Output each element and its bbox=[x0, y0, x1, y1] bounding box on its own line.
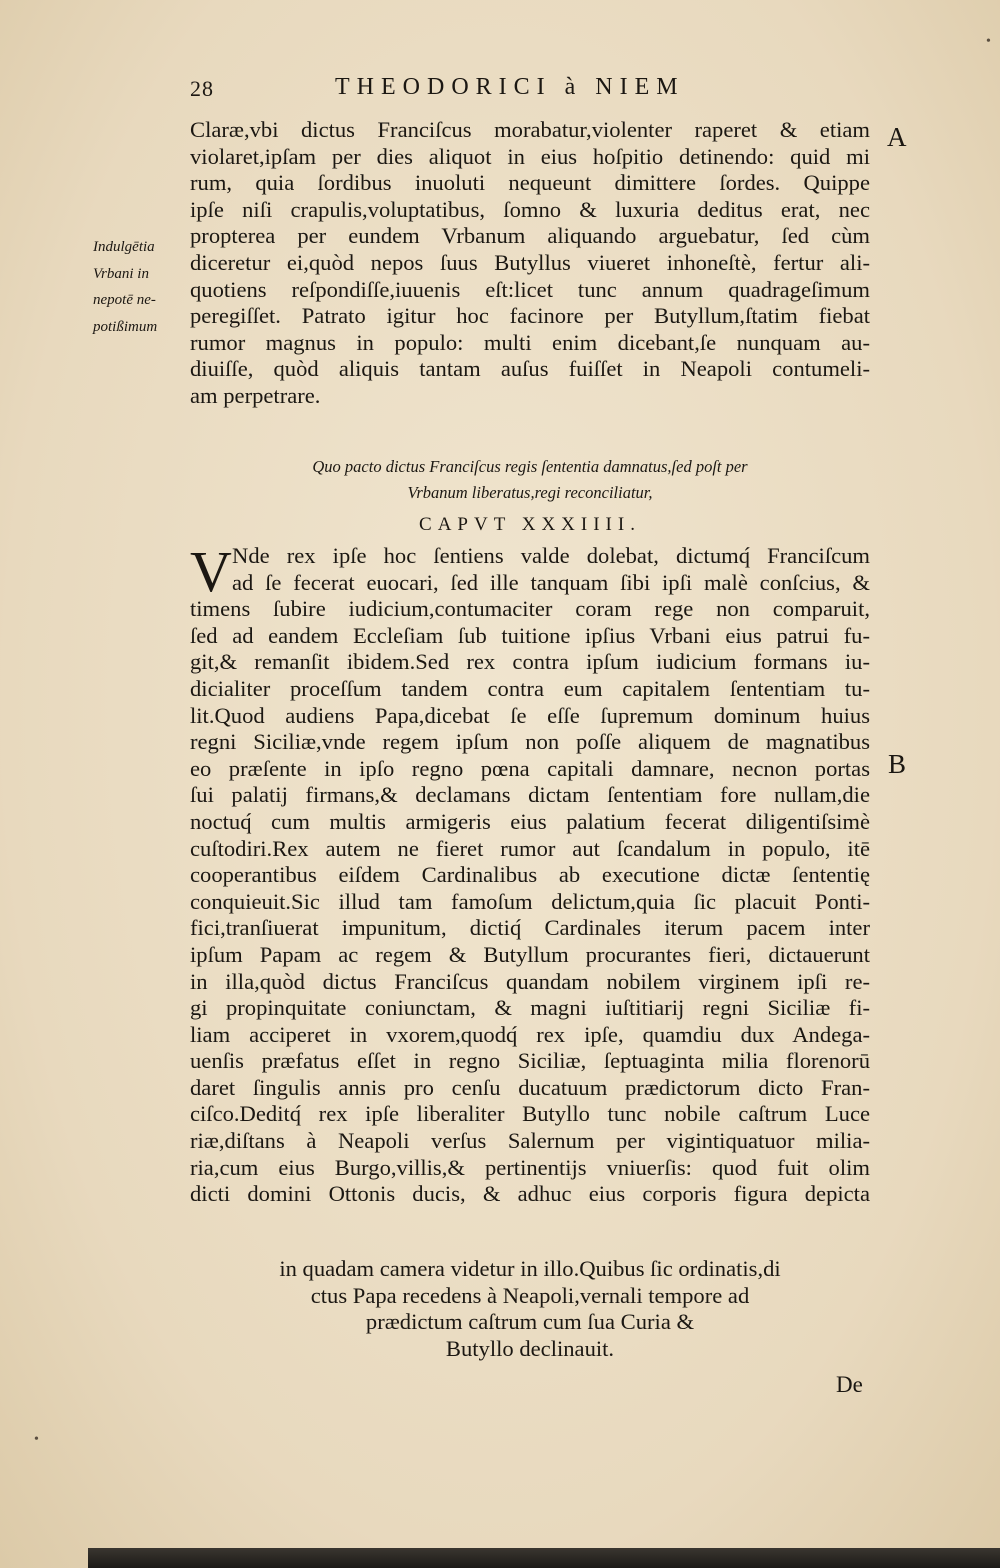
text-line: lit.Quod audiens Papa,dicebat ſe eſſe ſupremum dominum huius bbox=[190, 702, 870, 728]
running-title: THEODORICI à NIEM bbox=[335, 74, 685, 100]
text-line: eo præſente in ipſo regno pœna capitali damnare, necnon portas bbox=[190, 755, 870, 781]
chapter-tail bbox=[190, 1256, 870, 1362]
text-line: dicialiter proceſſum tandem contra eum capitalem ſententiam tu- bbox=[190, 675, 870, 701]
text-line: Nde rex ipſe hoc ſentiens valde dolebat, dictumq́ Franciſcum bbox=[232, 543, 870, 568]
text-line: quotiens reſpondiſſe,iuuenis eſt:licet tunc annum quadrageſimum bbox=[190, 276, 870, 302]
text-line: timens ſubire iudicium,contumaciter coram rege non comparuit, bbox=[190, 596, 870, 622]
text-line: gi propinquitate coniunctam, & magni iuſtitiarij regni Siciliæ fi- bbox=[190, 995, 870, 1021]
text-line: in quadam camera videtur in illo.Quibus ſic ordinatis,di bbox=[279, 1256, 781, 1281]
text-line: fici,tranſiuerat impunitum, dictiq́ Cardinales iterum pacem inter bbox=[190, 915, 870, 941]
text-line: in illa,quòd dictus Franciſcus quandam nobilem virginem ipſi re- bbox=[190, 968, 870, 994]
text-line: violaret,ipſam per dies aliquot in eius hoſpitio detinendo: quid mi bbox=[190, 143, 870, 169]
text-line: git,& remanſit ibidem.Sed rex contra ipſum iudicium formans iu- bbox=[190, 649, 870, 675]
text-line: daret ſingulis annis pro cenſu ducatuum prædictorum dicto Fran- bbox=[190, 1074, 870, 1100]
chapter-title-line: Vrbanum liberatus,regi reconciliatur, bbox=[407, 483, 653, 502]
chapter-title bbox=[190, 454, 870, 506]
text-line: ſui palatij firmans,& declamans dictam ſententiam fore nullam,die bbox=[190, 782, 870, 808]
text-line: rumor magnus in populo: multi enim dicebant,ſe nunquam au- bbox=[190, 329, 870, 355]
margin-note bbox=[93, 234, 183, 340]
text-line: ciſco.Deditq́ rex ipſe liberaliter Butyllo tunc nobile caſtrum Luce bbox=[190, 1101, 870, 1127]
text-line: cooperantibus eiſdem Cardinalibus ab executione dictæ ſententię bbox=[190, 862, 870, 888]
margin-letter-a: A bbox=[887, 122, 907, 152]
text-line: rum, quia ſordibus inuoluti nequeunt dimittere ſordes. Quippe bbox=[190, 170, 870, 196]
text-line: peregiſſet. Patrato igitur hoc facinore per Butyllum,ſtatim fiebat bbox=[190, 303, 870, 329]
ink-speck: • bbox=[986, 34, 991, 49]
text-line: dicti domini Ottonis ducis, & adhuc eius corporis figura depicta bbox=[190, 1181, 870, 1207]
page-number: 28 bbox=[190, 76, 214, 101]
text-line: ipſum Papam ac regem & Butyllum procurantes fieri, dictauerunt bbox=[190, 941, 870, 967]
text-line: diceretur ei,quòd nepos ſuus Butyllus viueret inhoneſtè, fertur ali- bbox=[190, 249, 870, 275]
text-line: ctus Papa recedens à Neapoli,vernali tempore ad bbox=[310, 1282, 750, 1308]
margin-note-line: Vrbani in bbox=[93, 265, 149, 282]
paragraph-1 bbox=[190, 117, 870, 410]
catchword: De bbox=[836, 1372, 863, 1397]
text-line: propterea per eundem Vrbanum aliquando arguebatur, ſed cùm bbox=[190, 223, 870, 249]
margin-note-line: potißimum bbox=[93, 318, 158, 335]
chapter-heading: CAPVT XXXIIII. bbox=[419, 514, 641, 535]
margin-letter-b: B bbox=[888, 749, 907, 779]
text-line: ipſe niſi crapulis,voluptatibus, ſomno & luxuria deditus erat, nec bbox=[190, 196, 870, 222]
margin-note-line: nepotē ne- bbox=[93, 292, 156, 309]
chapter-title-line: Quo pacto dictus Franciſcus regis ſententia damnatus,ſed poſt per bbox=[312, 457, 748, 476]
text-line: cuſtodiri.Rex autem ne fieret rumor aut ſcandalum in populo, itē bbox=[190, 835, 870, 861]
text-line: conquieuit.Sic illud tam famoſum delictum,quia ſic placuit Ponti- bbox=[190, 888, 870, 914]
ink-speck: • bbox=[34, 1432, 39, 1447]
margin-note-line: Indulgētia bbox=[93, 239, 155, 255]
text-line: uenſis præfatus eſſet in regno Siciliæ, ſeptuaginta milia florenorū bbox=[190, 1048, 870, 1074]
text-line: regni Siciliæ,vnde regem ipſum non poſſe aliquem de magnatibus bbox=[190, 729, 870, 755]
chapter-text bbox=[190, 539, 870, 1208]
text-line: ſed ad eandem Eccleſiam ſub tuitione ipſius Vrbani eius patrui fu- bbox=[190, 622, 870, 648]
text-line: ad ſe fecerat euocari, ſed ille tanquam ſibi ipſi malè conſcius, & bbox=[232, 569, 870, 595]
text-line: noctuq́ cum multis armigeris eius palatium fecerat diligentiſsimè bbox=[190, 808, 870, 834]
text-line: liam acciperet in vxorem,quodq́ rex ipſe, quamdiu dux Andega- bbox=[190, 1021, 870, 1047]
text-line: am perpetrare. bbox=[190, 382, 321, 408]
text-line: Claræ,vbi dictus Franciſcus morabatur,violenter raperet & etiam bbox=[190, 117, 870, 142]
page-edge-shadow bbox=[88, 1548, 1000, 1568]
page-header bbox=[190, 72, 870, 106]
drop-cap: V bbox=[190, 539, 232, 604]
text-line: Butyllo declinauit. bbox=[445, 1335, 615, 1361]
text-line: ria,cum eius Burgo,villis,& pertinentijs vniuerſis: quod fuit olim bbox=[190, 1154, 870, 1180]
text-line: riæ,diſtans à Neapoli verſus Salernum per vigintiquatuor milia- bbox=[190, 1128, 870, 1154]
text-line: prædictum caſtrum cum ſua Curia & bbox=[365, 1309, 695, 1335]
text-line: diuiſſe, quòd aliquis tantam auſus fuiſſet in Neapoli contumeli- bbox=[190, 356, 870, 382]
